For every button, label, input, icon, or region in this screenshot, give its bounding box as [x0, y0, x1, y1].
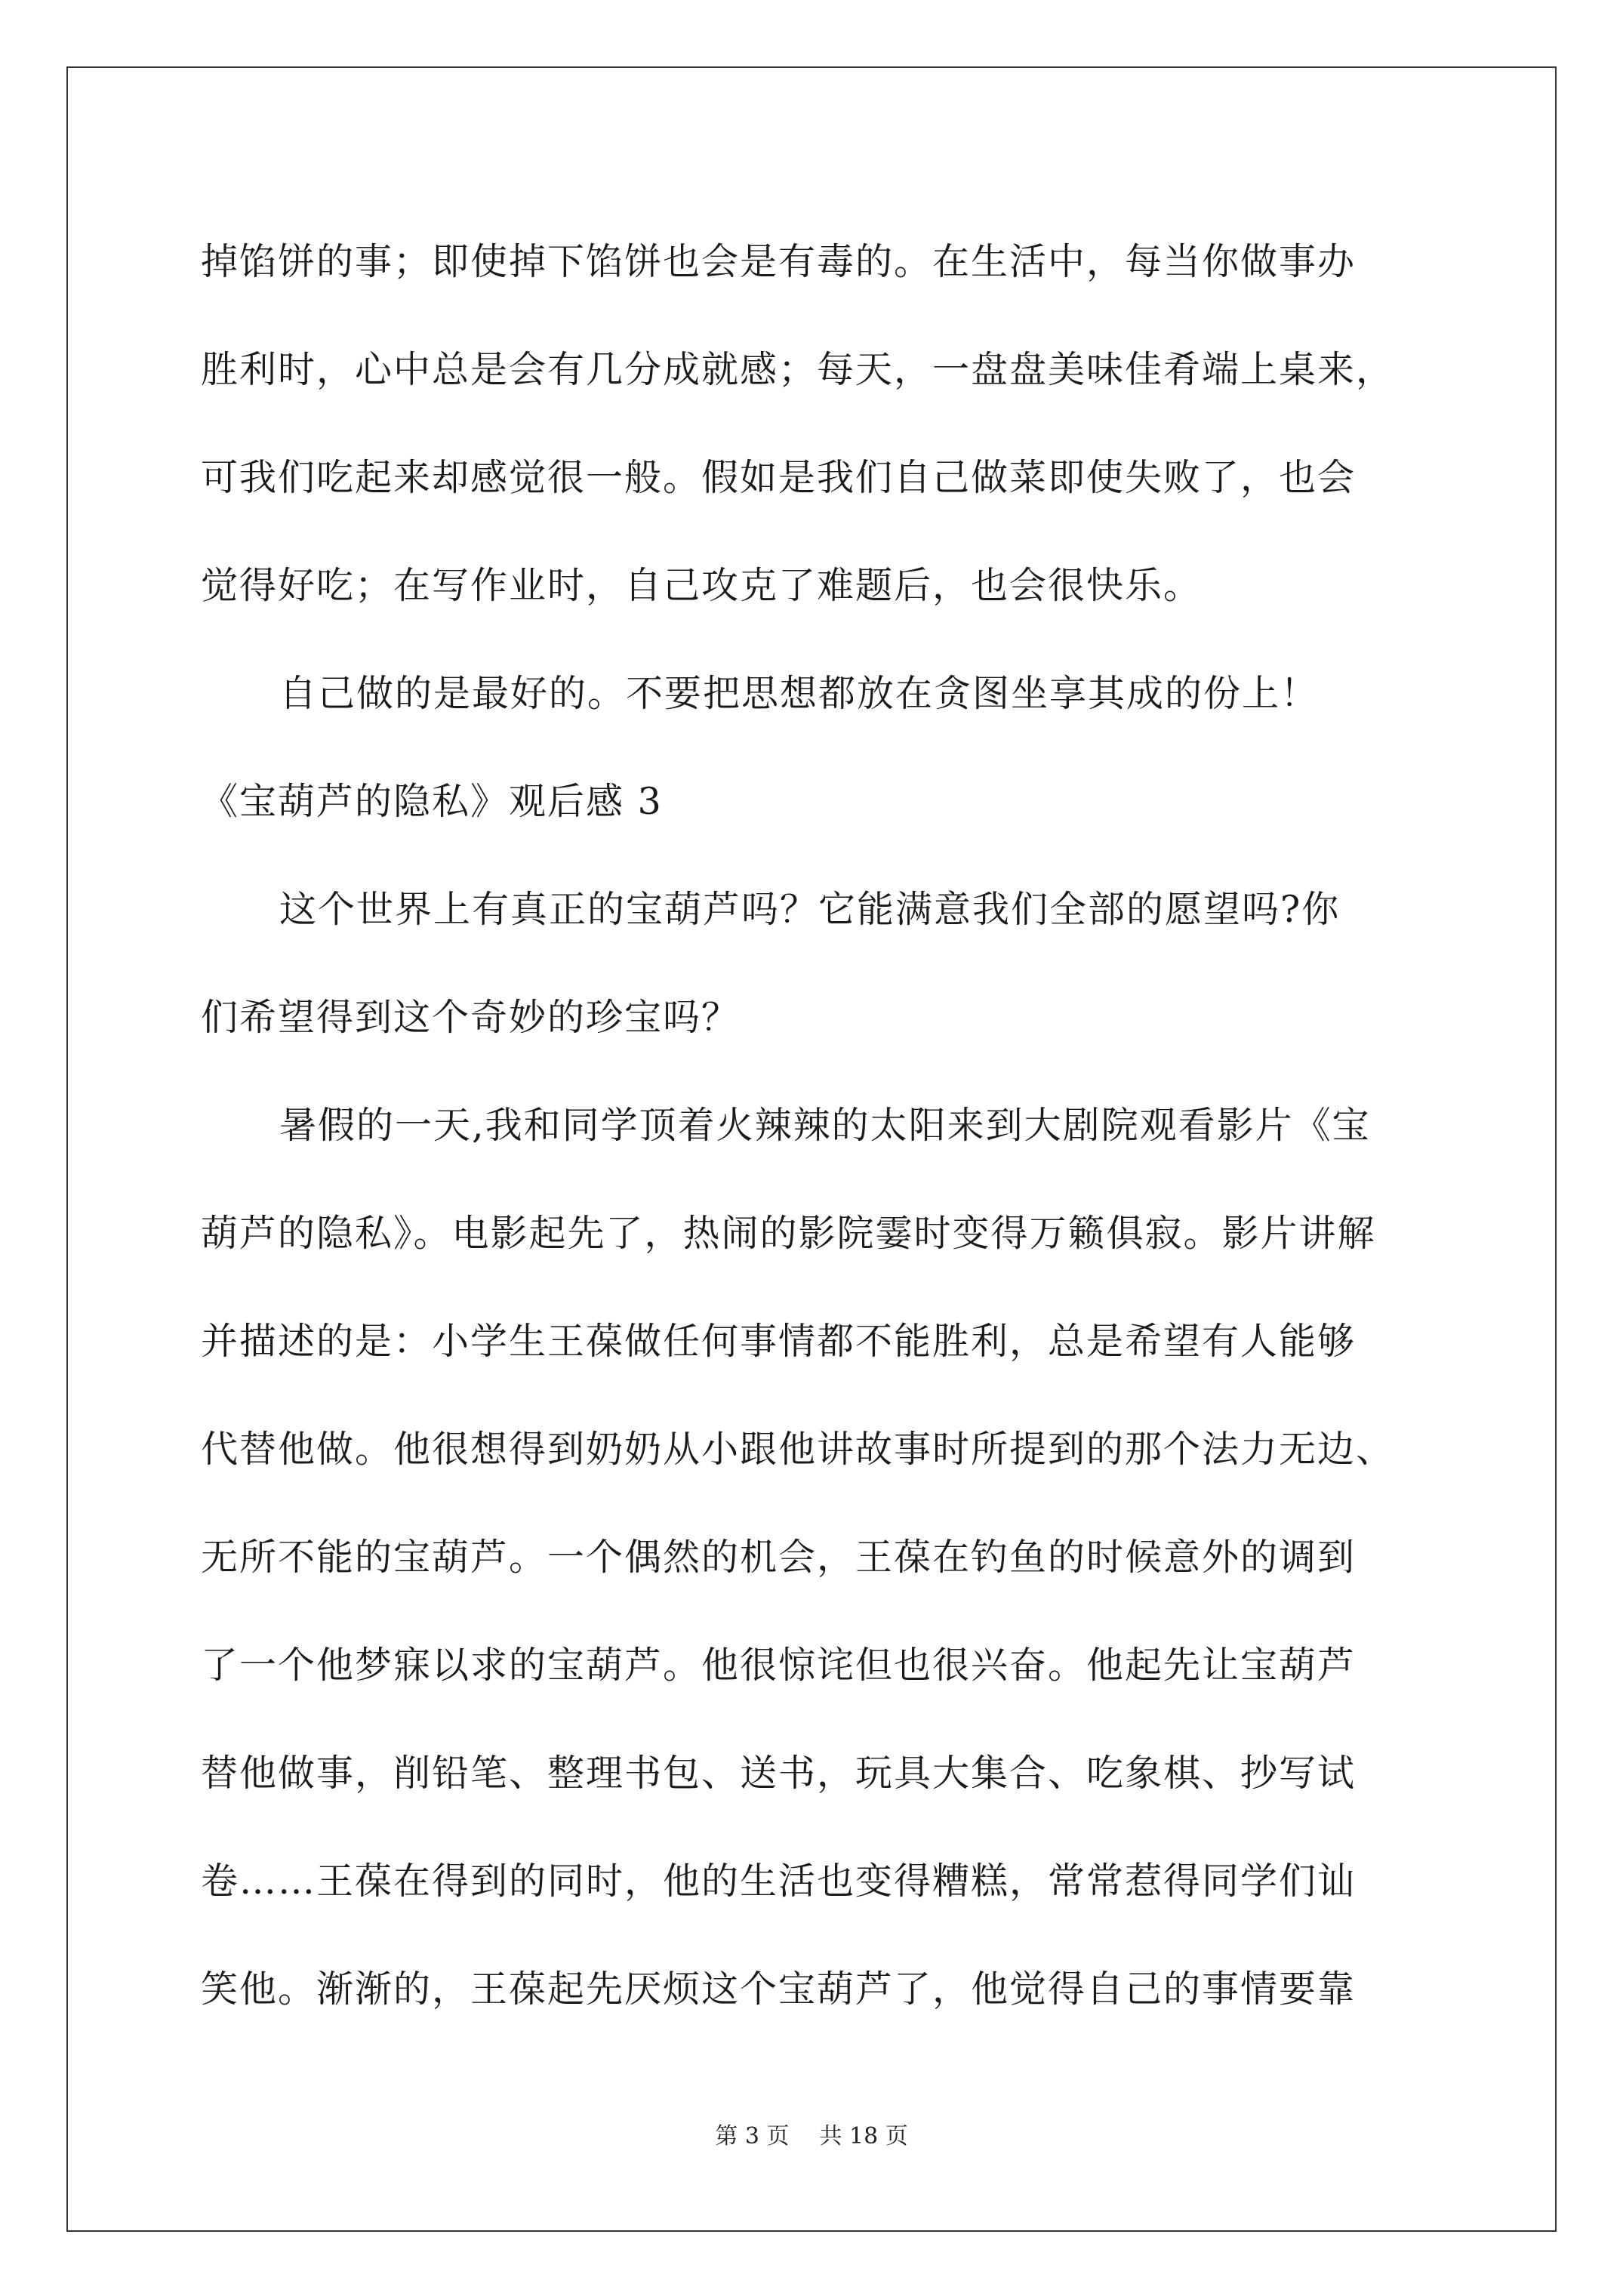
text-line: 自己做的是最好的。不要把思想都放在贪图坐享其成的份上！: [279, 672, 1320, 715]
text-line: 并描述的是：小学生王葆做任何事情都不能胜利，总是希望有人能够: [201, 1320, 1357, 1363]
page-total: 共 18 页: [819, 2123, 908, 2150]
page-number: 第 3 页: [715, 2123, 790, 2150]
page-footer: [0, 2122, 1623, 2152]
text-line: 葫芦的隐私》。电影起先了，热闹的影院霎时变得万籁俱寂。影片讲解: [201, 1212, 1376, 1255]
section-heading: 《宝葫芦的隐私》观后感 3: [201, 780, 663, 823]
document-body: [201, 208, 1439, 2043]
text-line: 这个世界上有真正的宝葫芦吗？它能满意我们全部的愿望吗?你: [279, 888, 1341, 931]
text-line: 觉得好吃；在写作业时，自己攻克了难题后，也会很快乐。: [201, 564, 1203, 607]
text-line: 笑他。渐渐的，王葆起先厌烦这个宝葫芦了，他觉得自己的事情要靠: [201, 1968, 1357, 2011]
text-line: 们希望得到这个奇妙的珍宝吗？: [201, 996, 741, 1039]
text-line: 替他做事，削铅笔、整理书包、送书，玩具大集合、吃象棋、抄写试: [201, 1752, 1357, 1795]
text-line: 卷……王葆在得到的同时，他的生活也变得糟糕，常常惹得同学们讪: [201, 1860, 1357, 1903]
text-line: 代替他做。他很想得到奶奶从小跟他讲故事时所提到的那个法力无边、: [201, 1428, 1395, 1471]
text-line: 无所不能的宝葫芦。一个偶然的机会，王葆在钓鱼的时候意外的调到: [201, 1536, 1357, 1579]
text-line: 胜利时，心中总是会有几分成就感；每天，一盘盘美味佳肴端上桌来，: [201, 348, 1395, 391]
text-line: 了一个他梦寐以求的宝葫芦。他很惊诧但也很兴奋。他起先让宝葫芦: [201, 1644, 1357, 1687]
text-line: 暑假的一天,我和同学顶着火辣辣的太阳来到大剧院观看影片《宝: [279, 1104, 1371, 1147]
text-line: 可我们吃起来却感觉很一般。假如是我们自己做菜即使失败了，也会: [201, 456, 1357, 499]
text-line: 掉馅饼的事；即使掉下馅饼也会是有毒的。在生活中，每当你做事办: [201, 240, 1357, 283]
